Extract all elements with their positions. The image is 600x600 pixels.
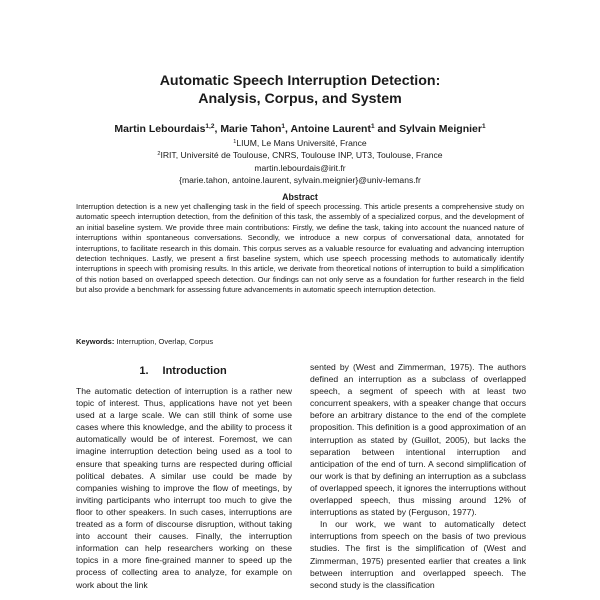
keywords-line (76, 337, 524, 347)
affiliation-1: $^1$LIUM, Le Mans Université, France (233, 138, 367, 148)
left-column (76, 385, 292, 591)
abstract-heading: Abstract (282, 192, 318, 202)
author-name: Antoine Laurent (290, 123, 371, 135)
author-list: Martin Lebourdais$^{1,2}$, Marie Tahon$^1$, Antoine Laurent$^1$ and Sylvain Meignier$^1$ (114, 123, 486, 135)
author-name: Martin Lebourdais (114, 123, 206, 135)
email-line-2: {marie.tahon, antoine.laurent, sylvain.meignier}@univ-lemans.fr (179, 174, 421, 185)
abstract-text: Interruption detection is a new yet challenging task in the field of speech processing. This article presents a comprehensive study on automatic speech interruption detection, from the definition of this task, the assembly of a specialized corpus, and the development of an initial baseline system. We provide three main contributions: Firstly, we define the task, taking into account the nuanced nature of interruptions within spontaneous conversations. Secondly, we introduce a new corpus of conversational data, annotated for interruptions, to facilitate research in this domain. This corpus serves as a valuable resource for evaluating and advancing interruption detection techniques. Lastly, we present a first baseline system, which use speech processing methods to automatically identify interruptions in speech with promising results. In this article, we derivate from theoretical notions of interruption to build a simplification of this notion based on overlapped speech detection. Our findings can not only serve as a foundation for further research in the field but also provide a benchmark for assessing future advancements in automatic speech interruption detection. (76, 202, 524, 295)
affiliation-2: $^2$IRIT, Université de Toulouse, CNRS, Toulouse INP, UT3, Toulouse, France (157, 150, 443, 161)
keywords-label: Keywords: (76, 337, 115, 346)
body-paragraph: sented by (West and Zimmerman, 1975). The authors defined an interruption as a subclass of overlapped speech, a segment of speech with at least two concurrent speakers, with a speaker change that occurs before an arbitrary distance to the end of the complete proposition. This definition is a good approximation of an interruption as stated by (Guillot, 2005), but lacks the separation between intentional interruption and anticipation of the end of turn. A second simplification of our work is that by defining an interruption as a subclass of overlapped speech, it ignores the interruptions without overlapped speech, thus missing around 12% of interruptions as stated by (Ferguson, 1977). (310, 362, 526, 518)
body-paragraph: In our work, we want to automatically detect interruptions from speech on the basis of two previous studies. The first is the simplification of (West and Zimmerman, 1975) presented earlier that creates a link between interruption and overlapped speech. The second study is the classification (310, 519, 526, 590)
author-name: Sylvain Meignier (399, 123, 482, 135)
paper-title (0, 72, 600, 108)
affiliations (0, 137, 600, 186)
author-affiliation-mark: 1 (370, 123, 375, 130)
affiliation-mark: 2 (157, 151, 161, 158)
author-affiliation-mark: 1 (281, 123, 285, 130)
body-paragraph: The automatic detection of interruption is a rather new topic of interest. Thus, applications have not yet been used at a large scale. We can still think of some use cases where this knowledge, and the ability to process it automatically would be of interest. Foremost, we can imagine interruption detection being used as a tool to ensure that speaking turns are respected during official political debates. A similar use could be made by companies wishing to improve the flow of meetings, by inviting participants who interrupt too much to give the floor to other speakers. In such cases, interruptions are treated as a form of discourse disruption, without taking into account their causes. Finally, the interruption information can help researchers working on these topics in a more fine-grained manner to speed up the process of collecting area to analyze, for example on work about the link (76, 386, 292, 590)
author-affiliation-mark: 1,2 (205, 123, 215, 130)
author-conjunction: and (377, 123, 397, 135)
author-name: Marie Tahon (220, 123, 282, 135)
section-number: 1. (139, 365, 149, 377)
author-affiliation-mark: 1 (481, 123, 486, 130)
affiliation-mark: 1 (233, 139, 237, 145)
section-heading (76, 364, 290, 378)
title-line-2: Analysis, Corpus, and System (198, 91, 402, 107)
right-column (310, 361, 526, 591)
email-line-1: martin.lebourdais@irit.fr (254, 162, 346, 173)
keywords-text: Interruption, Overlap, Corpus (116, 337, 214, 346)
section-title: Introduction (162, 365, 227, 377)
title-line-1: Automatic Speech Interruption Detection: (159, 73, 441, 89)
